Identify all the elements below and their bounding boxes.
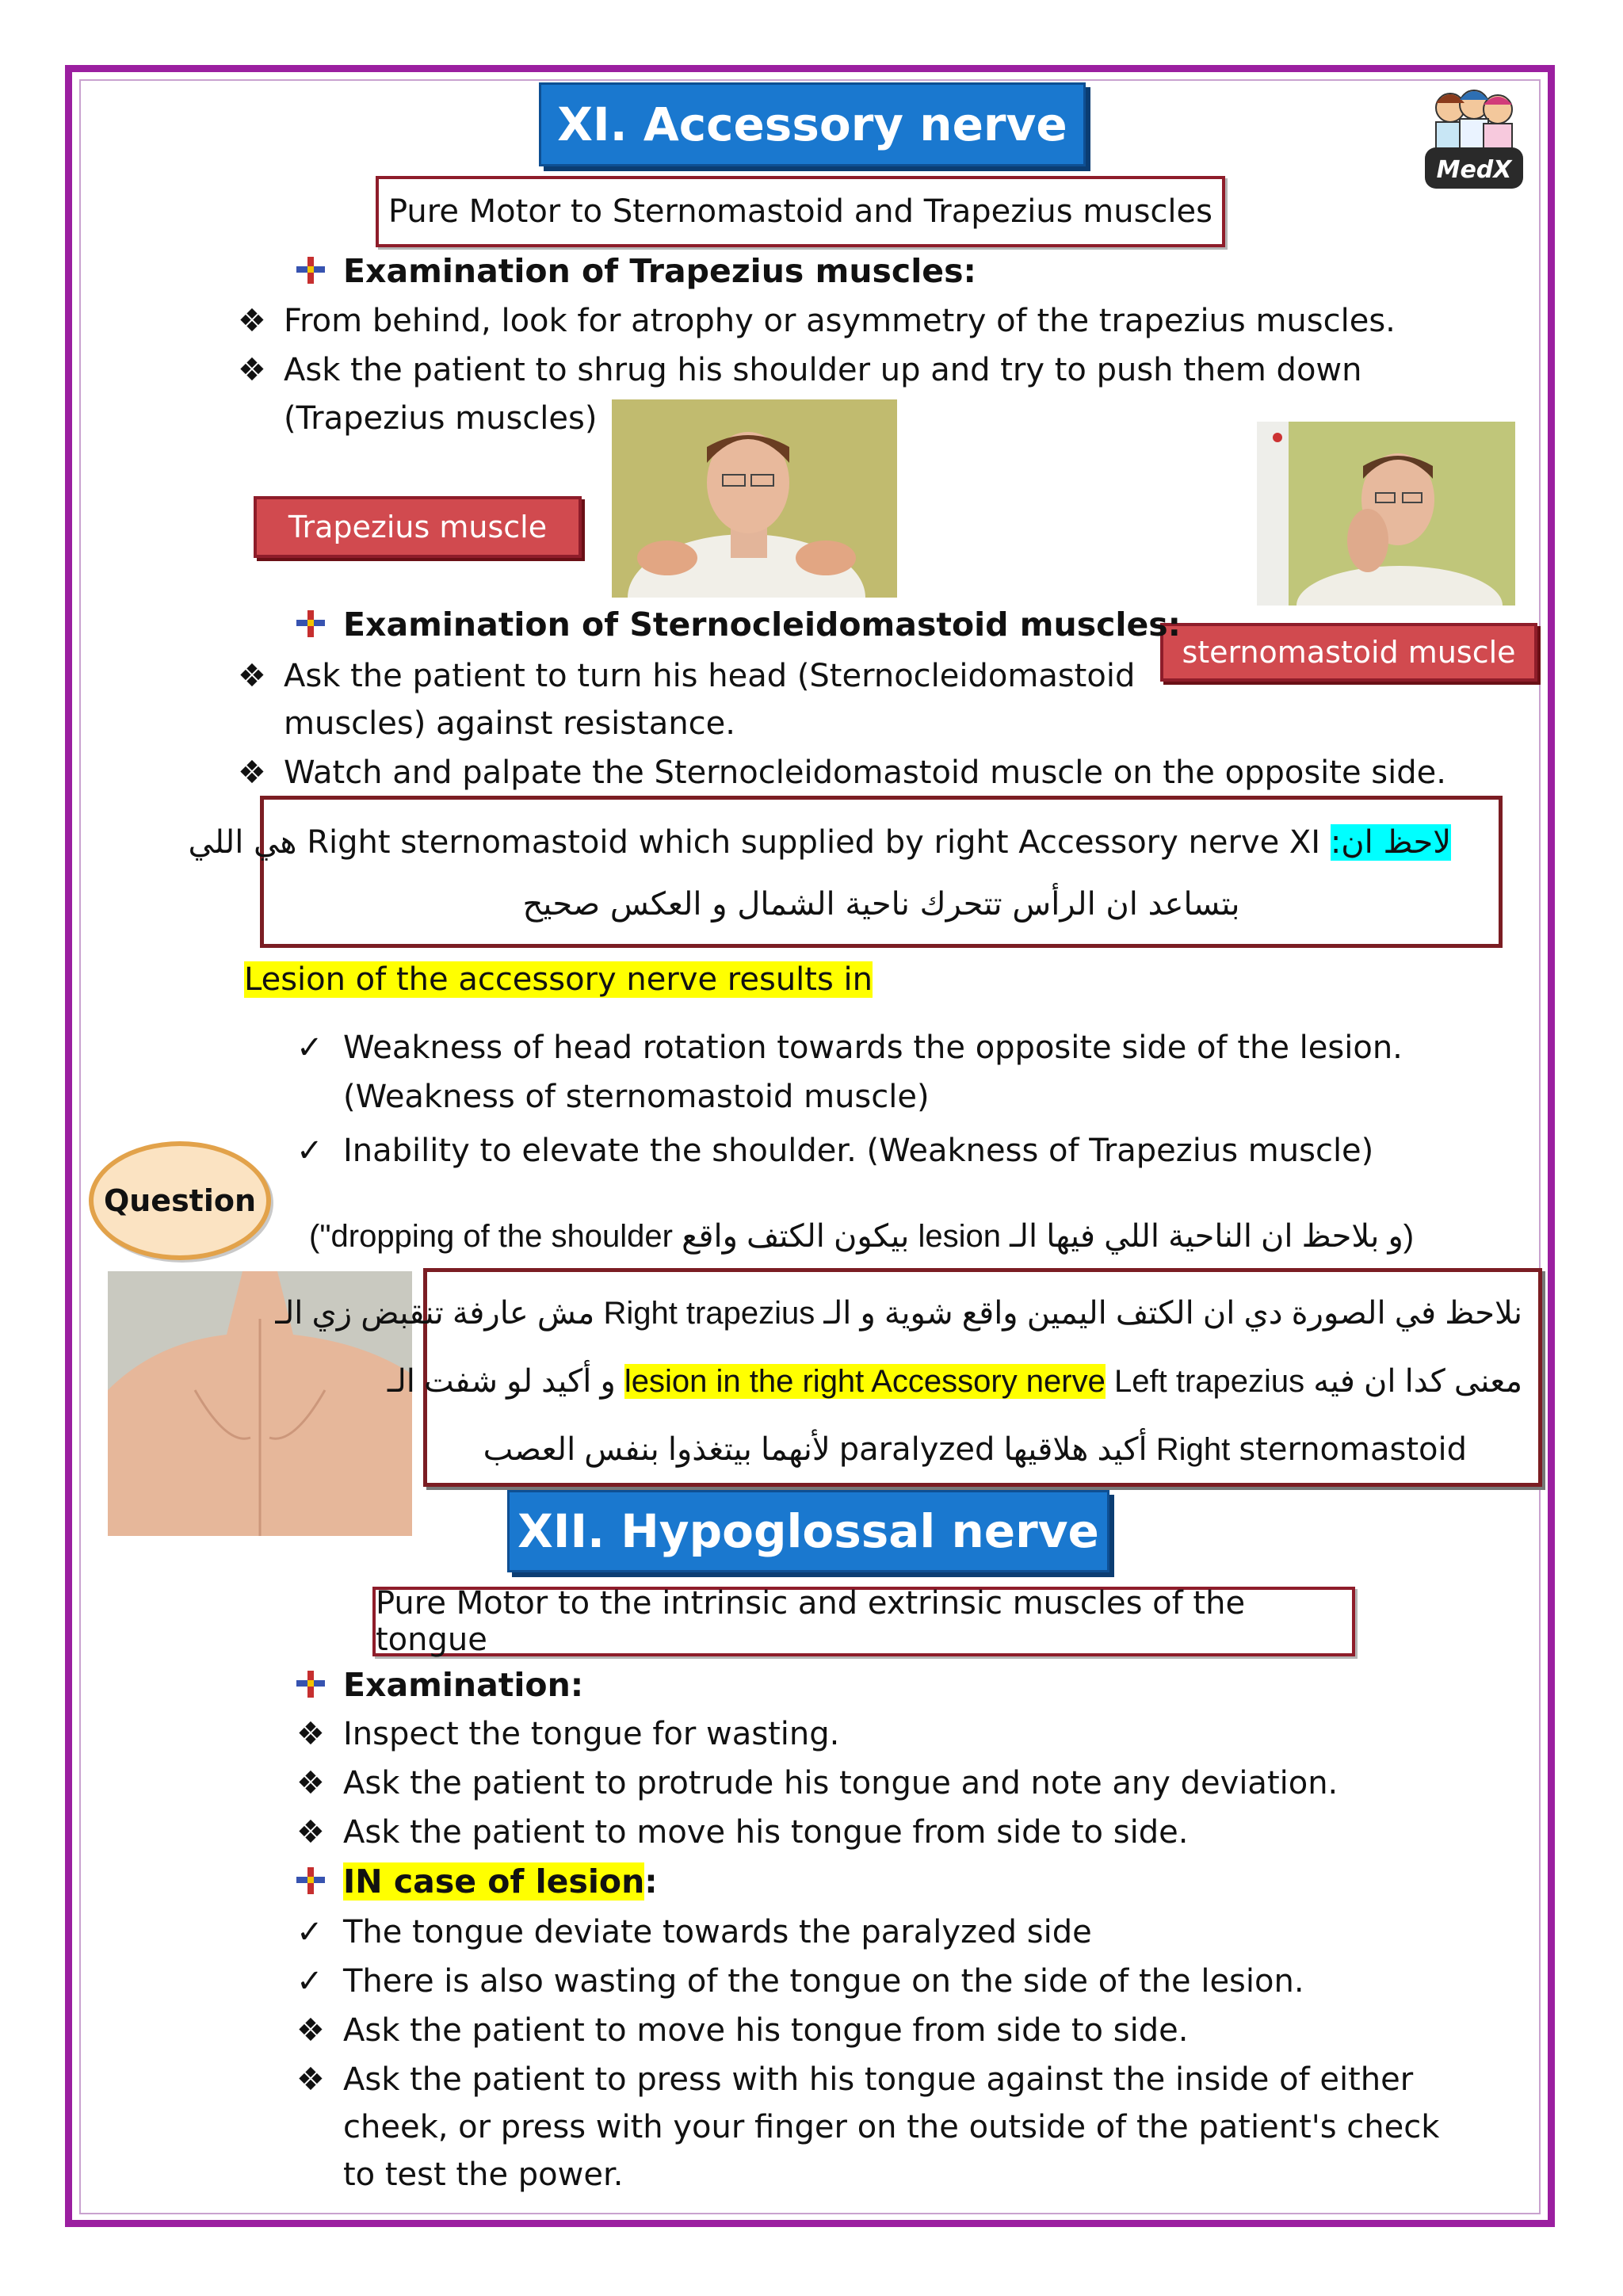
lesion-point-2: Inability to elevate the shoulder. (Weakness of Trapezius muscle) <box>343 1133 1374 1169</box>
hypoglossal-subtitle: Pure Motor to the intrinsic and extrinsic muscles of the tongue <box>376 1585 1246 1658</box>
hypo-lesion-point-2: There is also wasting of the tongue on the side of the lesion. <box>343 1963 1304 2000</box>
question-label: Question <box>103 1183 257 1218</box>
note1-english: Right sternomastoid which supplied by right Accessory nerve XI <box>307 824 1321 861</box>
lesion-heading <box>244 961 873 999</box>
arabic-note-box-1 <box>188 796 1503 948</box>
svg-text:MedX: MedX <box>1436 156 1512 184</box>
accessory-title <box>539 82 1086 166</box>
flag-icon <box>295 1669 327 1699</box>
diamond-bullet-icon: ❖ <box>238 658 266 694</box>
scm-point-2: Watch and palpate the Sternocleidomastoid muscle on the opposite side. <box>284 755 1446 791</box>
diamond-bullet-icon: ❖ <box>238 352 266 388</box>
hypo-exam-point-2: Ask the patient to protrude his tongue and note any deviation. <box>343 1765 1338 1801</box>
hypo-lesion-point-1: The tongue deviate towards the paralyzed side <box>343 1914 1092 1950</box>
hypo-exam-point-3: Ask the patient to move his tongue from side to side. <box>343 1814 1189 1851</box>
accessory-subtitle: Pure Motor to Sternomastoid and Trapezius muscles <box>388 193 1212 230</box>
trapezius-point-3: (Trapezius muscles) <box>284 400 598 437</box>
diamond-bullet-icon: ❖ <box>238 755 266 791</box>
trapezius-point-2: Ask the patient to shrug his shoulder up and try to push them down <box>284 352 1362 388</box>
sternomastoid-muscle-label-text: sternomastoid muscle <box>1182 635 1516 670</box>
note2-line3-sternomastoid: sternomastoid <box>1239 1431 1467 1468</box>
trapezius-muscle-label-text: Trapezius muscle <box>288 510 548 544</box>
diamond-bullet-icon: ❖ <box>296 1716 325 1752</box>
lesion-point-1-cont: (Weakness of sternomastoid muscle) <box>343 1079 930 1115</box>
accessory-subtitle-box <box>376 176 1225 247</box>
scm-point-1: Ask the patient to turn his head (Sternocleidomastoid <box>284 658 1136 694</box>
check-icon: ✓ <box>296 1030 323 1066</box>
question-bubble <box>89 1141 271 1260</box>
note1-line1 <box>188 823 1451 861</box>
diamond-bullet-icon: ❖ <box>296 2061 325 2098</box>
accessory-title-text: XI. Accessory nerve <box>557 97 1067 151</box>
note2-line2 <box>388 1362 1522 1400</box>
note2-line3-right: Right <box>1155 1432 1231 1467</box>
note2-line2-arabic-a: Left trapezius معنى كدا ان فيه <box>1114 1364 1522 1399</box>
photo-sternomastoid-exam <box>1257 422 1515 606</box>
note2-line2-arabic-b: و أكيد لو شفت الـ <box>387 1364 616 1399</box>
diamond-bullet-icon: ❖ <box>296 1814 325 1851</box>
lesion-point-1: Weakness of head rotation towards the opposite side of the lesion. <box>343 1030 1403 1066</box>
check-icon: ✓ <box>296 1963 323 2000</box>
hypoglossal-title <box>507 1490 1109 1572</box>
hypo-more-point-2-end: to test the power. <box>343 2157 624 2193</box>
hypo-lesion-heading <box>343 1862 658 1901</box>
note2-line3 <box>483 1431 1467 1469</box>
diamond-bullet-icon: ❖ <box>296 1765 325 1801</box>
hypo-lesion-heading-colon: : <box>644 1862 658 1901</box>
note2-line2-highlight: lesion in the right Accessory nerve <box>624 1364 1106 1399</box>
note1-arabic-prefix: لاحظ ان: <box>1330 824 1451 861</box>
hypo-more-point-1: Ask the patient to move his tongue from side to side. <box>343 2012 1189 2049</box>
flag-icon <box>295 1866 327 1896</box>
note2-line3-arabic-e: لأنهما بيتغذوا بنفس العصب <box>483 1432 831 1467</box>
diamond-bullet-icon: ❖ <box>296 2012 325 2049</box>
note1-arabic-suffix: هي اللي <box>188 824 297 861</box>
hypo-more-point-2: Ask the patient to press with his tongue against the inside of either <box>343 2061 1414 2098</box>
trapezius-heading: Examination of Trapezius muscles: <box>343 252 976 290</box>
trapezius-point-1: From behind, look for atrophy or asymmetry of the trapezius muscles. <box>284 303 1396 339</box>
check-icon: ✓ <box>296 1133 323 1169</box>
hypo-more-point-2-cont: cheek, or press with your finger on the outside of the patient's check <box>343 2109 1440 2145</box>
lesion-heading-text: Lesion of the accessory nerve results in <box>244 961 873 998</box>
diamond-bullet-icon: ❖ <box>238 303 266 339</box>
scm-heading: Examination of Sternocleidomastoid muscles: <box>343 606 1182 644</box>
trapezius-muscle-label <box>254 496 582 558</box>
flag-icon <box>295 255 327 285</box>
hypo-exam-point-1: Inspect the tongue for wasting. <box>343 1716 840 1752</box>
note2-line3-arabic-d: أكيد هلاقيها <box>1003 1432 1148 1467</box>
note2-line1: نلاحظ في الصورة دي ان الكتف اليمين واقع شوية و الـ Right trapezius مش عارفة تنقبض زي الـ <box>275 1296 1522 1331</box>
check-icon: ✓ <box>296 1914 323 1950</box>
flag-icon <box>295 609 327 639</box>
hypoglossal-exam-heading: Examination: <box>343 1666 584 1704</box>
note1-line2: بتساعد ان الرأس تتحرك ناحية الشمال و العكس صحيح <box>522 886 1240 923</box>
sternomastoid-muscle-label <box>1160 623 1537 682</box>
hypoglossal-subtitle-box <box>372 1587 1355 1656</box>
scm-point-1-cont: muscles) against resistance. <box>284 705 735 742</box>
hypo-lesion-heading-text: IN case of lesion <box>343 1862 645 1901</box>
arabic-note-box-2 <box>275 1268 1542 1487</box>
photo-trapezius-exam <box>612 399 897 598</box>
hypoglossal-title-text: XII. Hypoglossal nerve <box>517 1504 1099 1558</box>
note2-line3-paralyzed: paralyzed <box>838 1431 995 1468</box>
medx-logo <box>1419 86 1529 204</box>
dropping-shoulder-line: ("dropping of the shoulder بيكون الكتف واقع lesion و بلاحظ ان الناحية اللي فيها الـ) <box>309 1219 1415 1254</box>
